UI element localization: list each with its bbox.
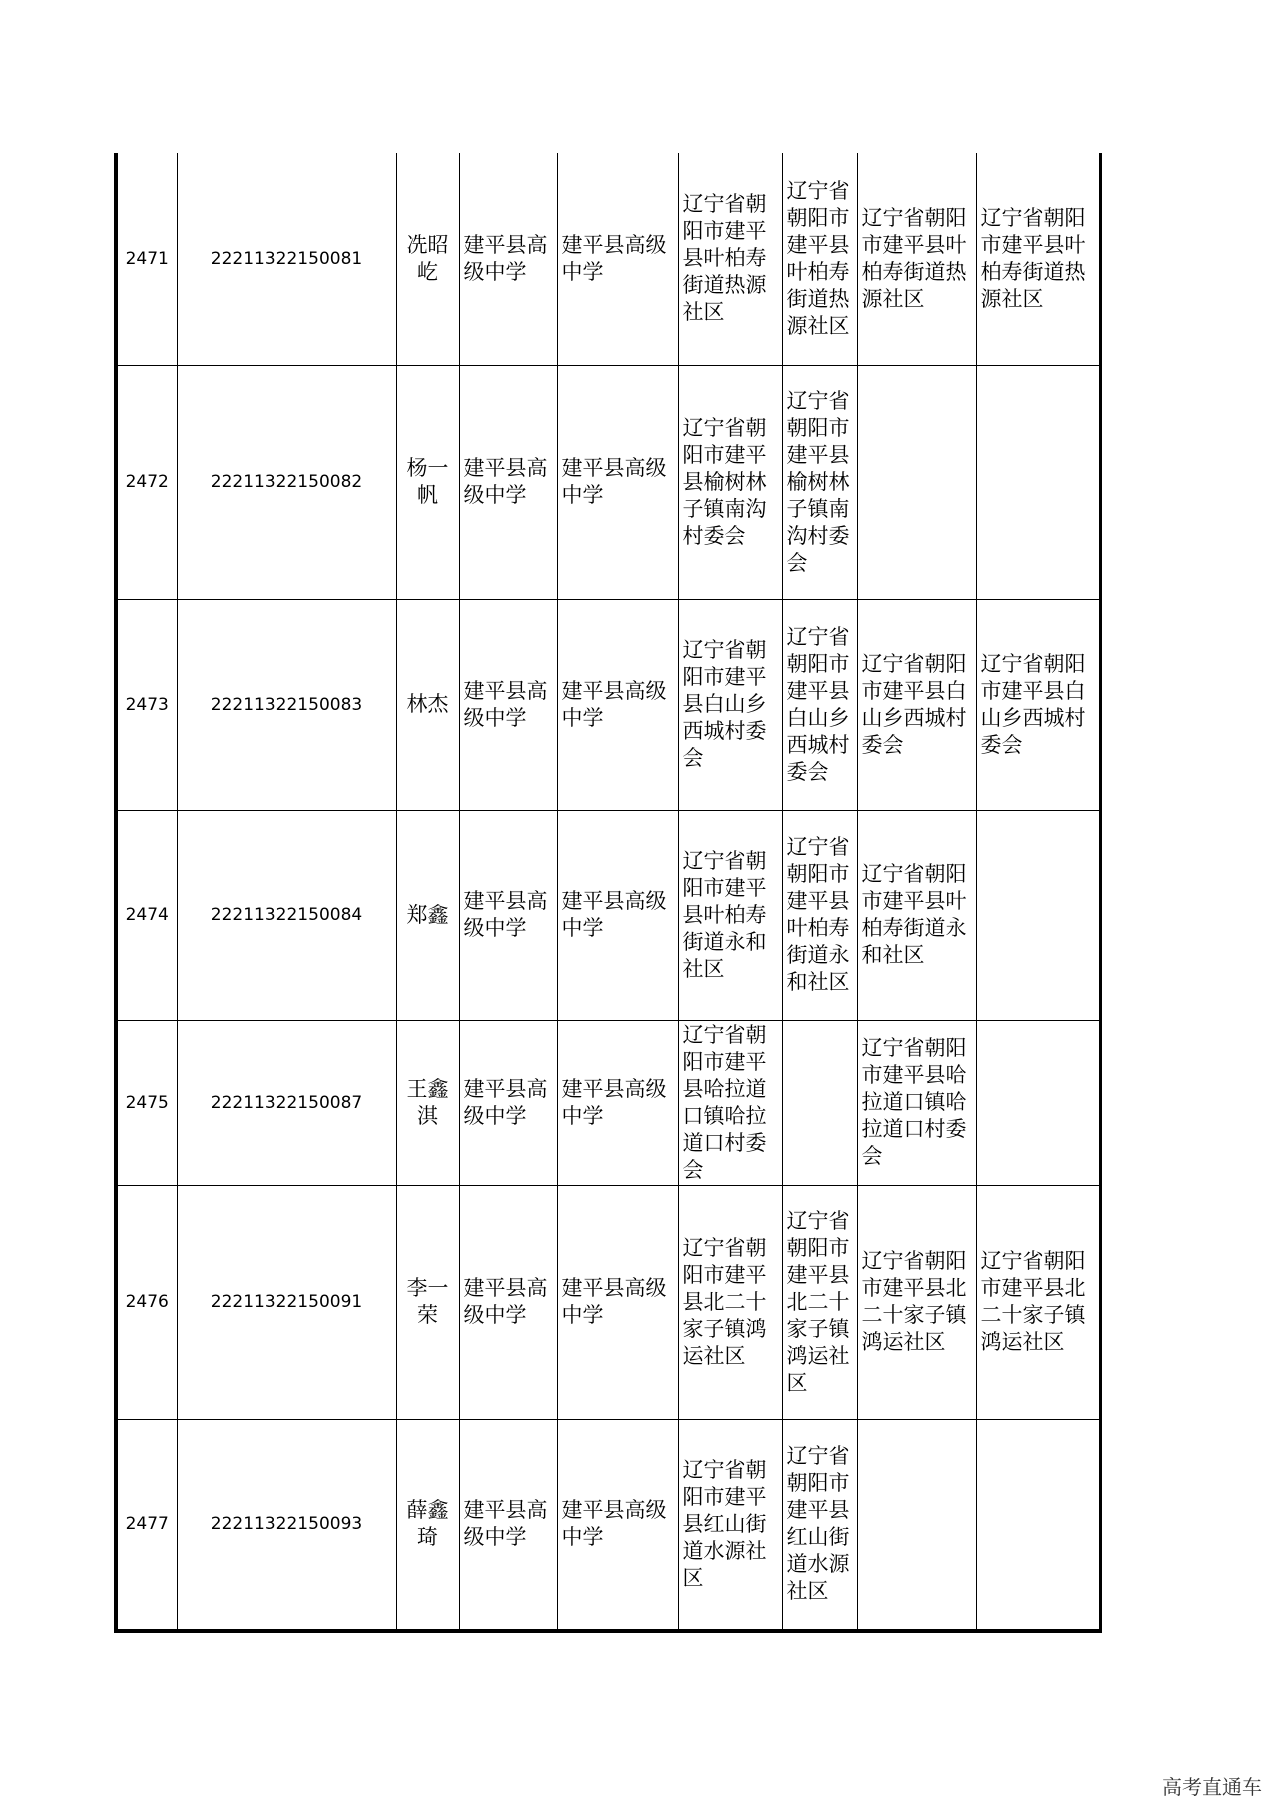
residence-address-cell: 辽宁省朝阳市建平县榆树林子镇南沟村委会: [782, 365, 857, 599]
exam-id-cell: 22211322150093: [177, 1419, 396, 1631]
household-address-cell: 辽宁省朝阳市建平县白山乡西城村委会: [678, 599, 782, 810]
school-cell: 建平县高级中学: [459, 365, 557, 599]
household-address-cell: 辽宁省朝阳市建平县叶柏寿街道热源社区: [678, 153, 782, 365]
exam-id-cell: 22211322150081: [177, 153, 396, 365]
table-row: [116, 1185, 1100, 1419]
household-address-cell: 辽宁省朝阳市建平县哈拉道口镇哈拉道口村委会: [678, 1020, 782, 1185]
exam-id-cell: 22211322150082: [177, 365, 396, 599]
school-cell: 建平县高级中学: [459, 1419, 557, 1631]
table-row: [116, 365, 1100, 599]
guardian-address-cell: 辽宁省朝阳市建平县北二十家子镇鸿运社区: [857, 1185, 976, 1419]
graduation-school-cell: 建平县高级中学: [557, 810, 678, 1020]
property-address-cell: 辽宁省朝阳市建平县白山乡西城村委会: [976, 599, 1100, 810]
household-address-cell: 辽宁省朝阳市建平县榆树林子镇南沟村委会: [678, 365, 782, 599]
property-address-cell: [976, 1020, 1100, 1185]
school-cell: 建平县高级中学: [459, 810, 557, 1020]
student-name-cell: 郑鑫: [396, 810, 459, 1020]
guardian-address-cell: 辽宁省朝阳市建平县白山乡西城村委会: [857, 599, 976, 810]
graduation-school-cell: 建平县高级中学: [557, 153, 678, 365]
student-name-cell: 李一荣: [396, 1185, 459, 1419]
exam-id-cell: 22211322150087: [177, 1020, 396, 1185]
seq-cell: 2472: [116, 365, 177, 599]
seq-cell: 2477: [116, 1419, 177, 1631]
graduation-school-cell: 建平县高级中学: [557, 1419, 678, 1631]
student-name-cell: 林杰: [396, 599, 459, 810]
property-address-cell: [976, 365, 1100, 599]
property-address-cell: 辽宁省朝阳市建平县北二十家子镇鸿运社区: [976, 1185, 1100, 1419]
student-name-cell: 薛鑫琦: [396, 1419, 459, 1631]
seq-cell: 2471: [116, 153, 177, 365]
table-row: [116, 1419, 1100, 1631]
exam-id-cell: 22211322150083: [177, 599, 396, 810]
school-cell: 建平县高级中学: [459, 599, 557, 810]
graduation-school-cell: 建平县高级中学: [557, 1020, 678, 1185]
student-name-cell: 冼昭屹: [396, 153, 459, 365]
seq-cell: 2473: [116, 599, 177, 810]
residence-address-cell: 辽宁省朝阳市建平县叶柏寿街道热源社区: [782, 153, 857, 365]
school-cell: 建平县高级中学: [459, 1020, 557, 1185]
student-name-cell: 杨一帆: [396, 365, 459, 599]
exam-id-cell: 22211322150084: [177, 810, 396, 1020]
seq-cell: 2475: [116, 1020, 177, 1185]
guardian-address-cell: 辽宁省朝阳市建平县哈拉道口镇哈拉道口村委会: [857, 1020, 976, 1185]
table-row: [116, 153, 1100, 365]
residence-address-cell: 辽宁省朝阳市建平县叶柏寿街道永和社区: [782, 810, 857, 1020]
records-table: [114, 153, 1102, 1633]
student-name-cell: 王鑫淇: [396, 1020, 459, 1185]
school-cell: 建平县高级中学: [459, 153, 557, 365]
property-address-cell: 辽宁省朝阳市建平县叶柏寿街道热源社区: [976, 153, 1100, 365]
property-address-cell: [976, 1419, 1100, 1631]
guardian-address-cell: 辽宁省朝阳市建平县叶柏寿街道永和社区: [857, 810, 976, 1020]
residence-address-cell: 辽宁省朝阳市建平县白山乡西城村委会: [782, 599, 857, 810]
property-address-cell: [976, 810, 1100, 1020]
household-address-cell: 辽宁省朝阳市建平县叶柏寿街道永和社区: [678, 810, 782, 1020]
table-row: [116, 1020, 1100, 1185]
guardian-address-cell: [857, 365, 976, 599]
watermark-text: 高考直通车: [1162, 1775, 1262, 1799]
household-address-cell: 辽宁省朝阳市建平县北二十家子镇鸿运社区: [678, 1185, 782, 1419]
graduation-school-cell: 建平县高级中学: [557, 365, 678, 599]
graduation-school-cell: 建平县高级中学: [557, 1185, 678, 1419]
seq-cell: 2474: [116, 810, 177, 1020]
table-row: [116, 599, 1100, 810]
guardian-address-cell: 辽宁省朝阳市建平县叶柏寿街道热源社区: [857, 153, 976, 365]
residence-address-cell: 辽宁省朝阳市建平县北二十家子镇鸿运社区: [782, 1185, 857, 1419]
graduation-school-cell: 建平县高级中学: [557, 599, 678, 810]
seq-cell: 2476: [116, 1185, 177, 1419]
exam-id-cell: 22211322150091: [177, 1185, 396, 1419]
residence-address-cell: 辽宁省朝阳市建平县红山街道水源社区: [782, 1419, 857, 1631]
school-cell: 建平县高级中学: [459, 1185, 557, 1419]
household-address-cell: 辽宁省朝阳市建平县红山街道水源社区: [678, 1419, 782, 1631]
guardian-address-cell: [857, 1419, 976, 1631]
table-row: [116, 810, 1100, 1020]
residence-address-cell: [782, 1020, 857, 1185]
